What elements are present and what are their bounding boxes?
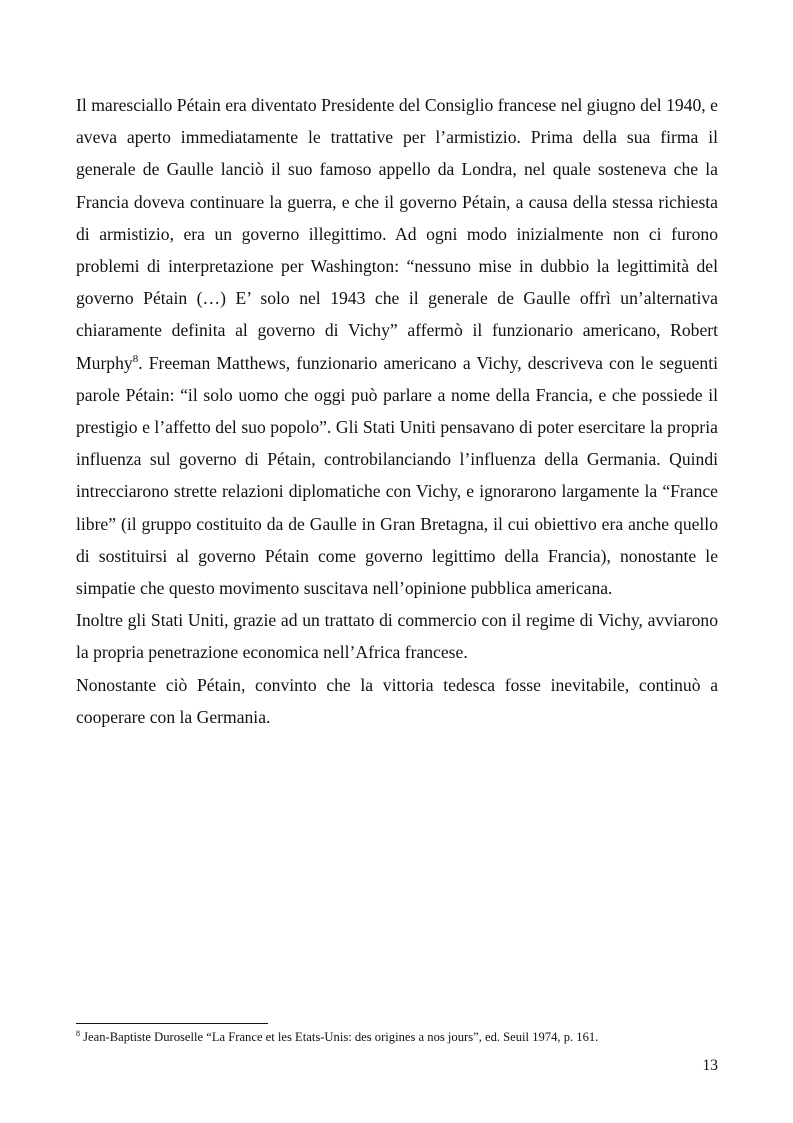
footnote-text: Jean-Baptiste Duroselle “La France et les Etats-Unis: des origines a nos jours”, ed. Seuil 1974, p. 161. [80,1030,599,1044]
paragraph-2: Inoltre gli Stati Uniti, grazie ad un trattato di commercio con il regime di Vichy, avviarono la propria penetrazione economica nell’Africa francese. [76,610,718,663]
paragraph-3: Nonostante ciò Pétain, convinto che la vittoria tedesca fosse inevitabile, continuò a cooperare con la Germania. [76,674,718,727]
body-text [76,89,718,733]
paragraph-1 [76,89,718,604]
paragraph-1-text-b: . Freeman Matthews, funzionario americano a Vichy, descriveva con le seguenti parole Pétain: “il solo uomo che oggi può parlare a nome della Francia, e che possiede il prestigio e l’affetto del suo popolo”. Gli Stati Uniti pensavano di poter esercitare la propria influenza sul governo di Pétain, controbilanciando l’influenza della Germania. Quindi intrecciarono strette relazioni diplomatiche con Vichy, e ignorarono largamente la “France libre” (il gruppo costituito da de Gaulle in Gran Bretagna, il cui obiettivo era anche quello di sostituirsi al governo Pétain come governo legittimo della Francia), nonostante le simpatie che questo movimento suscitava nell’opinione pubblica americana. [76,352,718,599]
paragraph-1-text-a: Il maresciallo Pétain era diventato Presidente del Consiglio francese nel giugno del 1940, e aveva aperto immediatamente le trattative per l’armistizio. Prima della sua firma il generale de Gaulle lanciò il suo famoso appello da Londra, nel quale sosteneva che la Francia doveva continuare la guerra, e che il governo Pétain, a causa della stessa richiesta di armistizio, era un governo illegittimo. Ad ogni modo inizialmente non ci furono problemi di interpretazione per Washington: “nessuno mise in dubbio la legittimità del governo Pétain (…) E’ solo nel 1943 che il generale de Gaulle offrì un’alternativa chiaramente definita al governo di Vichy” affermò il funzionario americano, Robert Murphy [76,95,718,373]
footnote-separator [76,1023,268,1024]
footnote [76,1029,718,1045]
footnote-reference[interactable]: 8 [132,352,139,365]
footnote-mark: 8 [76,1028,80,1038]
page-number: 13 [702,1057,718,1074]
